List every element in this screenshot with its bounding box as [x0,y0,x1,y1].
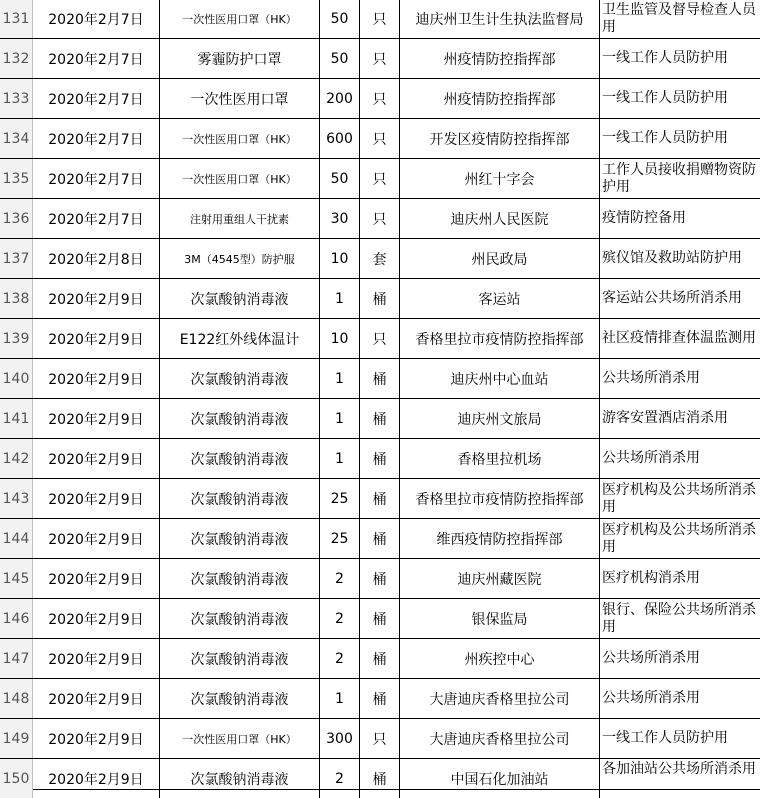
quantity-cell[interactable]: 10 [320,319,360,358]
date-cell[interactable]: 2020年2月9日 [33,519,160,558]
quantity-cell[interactable]: 2 [320,639,360,678]
row-number-cell[interactable]: 150 [0,759,33,798]
organization-cell[interactable]: 香格里拉市疫情防控指挥部 [400,479,600,518]
item-cell[interactable]: 次氯酸钠消毒液 [160,639,320,678]
purpose-cell[interactable]: 一线工作人员防护用 [602,130,728,146]
unit-cell[interactable]: 套 [360,239,400,278]
row-number-cell[interactable]: 135 [0,159,33,198]
date-cell[interactable]: 2020年2月7日 [33,79,160,118]
row-number-cell[interactable]: 147 [0,639,33,678]
table-row [0,679,760,719]
organization-cell[interactable]: 州红十字会 [400,159,600,198]
purpose-cell[interactable]: 一线工作人员防护用 [602,730,728,746]
table-row [0,159,760,199]
date-cell[interactable]: 2020年2月9日 [33,439,160,478]
unit-cell[interactable]: 只 [360,79,400,118]
item-cell[interactable]: 一次性医用口罩（HK） [160,159,320,198]
purpose-cell[interactable]: 卫生监管及督导检查人员用 [602,1,756,35]
date-cell[interactable]: 2020年2月7日 [33,119,160,158]
row-number-cell[interactable]: 137 [0,239,33,278]
purpose-cell[interactable]: 殡仪馆及救助站防护用 [602,250,742,266]
table-row [0,359,760,399]
table-row [0,79,760,119]
unit-cell[interactable]: 桶 [360,399,400,438]
table-row [0,759,760,790]
table-row [0,599,760,639]
unit-cell[interactable]: 只 [360,199,400,238]
purpose-cell[interactable]: 公共场所消杀用 [602,650,700,666]
row-number-cell[interactable]: 148 [0,679,33,718]
item-cell[interactable]: 一次性医用口罩（HK） [160,719,320,758]
purpose-cell[interactable]: 一线工作人员防护用 [602,50,728,66]
item-cell[interactable]: 次氯酸钠消毒液 [160,679,320,718]
purpose-cell[interactable]: 疫情防控备用 [602,210,686,226]
item-cell[interactable]: 次氯酸钠消毒液 [160,479,320,518]
item-cell[interactable]: 次氯酸钠消毒液 [160,599,320,638]
date-cell[interactable]: 2020年2月8日 [33,239,160,278]
unit-cell[interactable]: 桶 [360,679,400,718]
table-row [0,719,760,759]
quantity-cell[interactable]: 1 [320,279,360,318]
row-number-cell[interactable]: 133 [0,79,33,118]
quantity-cell[interactable]: 1 [320,679,360,718]
table-row [0,479,760,519]
purpose-cell[interactable]: 工作人员接收捐赠物资防护用 [602,161,756,195]
date-cell[interactable]: 2020年2月9日 [33,479,160,518]
date-cell[interactable]: 2020年2月9日 [33,639,160,678]
row-number-cell[interactable]: 143 [0,479,33,518]
item-cell[interactable]: 注射用重组人干扰素 [160,199,320,238]
table-row [0,239,760,279]
organization-cell[interactable]: 迪庆州人民医院 [400,199,600,238]
row-number-cell[interactable]: 141 [0,399,33,438]
item-cell[interactable]: 次氯酸钠消毒液 [160,439,320,478]
unit-cell[interactable]: 只 [360,319,400,358]
organization-cell[interactable]: 州民政局 [400,239,600,278]
item-cell[interactable]: 次氯酸钠消毒液 [160,759,320,798]
row-number-cell[interactable]: 142 [0,439,33,478]
unit-cell[interactable]: 只 [360,39,400,78]
date-cell[interactable]: 2020年2月9日 [33,399,160,438]
quantity-cell[interactable]: 50 [320,39,360,78]
unit-cell[interactable]: 桶 [360,359,400,398]
date-cell[interactable]: 2020年2月7日 [33,199,160,238]
unit-cell[interactable]: 桶 [360,279,400,318]
purpose-cell[interactable]: 游客安置酒店消杀用 [602,410,728,426]
item-cell[interactable]: 次氯酸钠消毒液 [160,519,320,558]
item-cell[interactable]: 一次性医用口罩（HK） [160,119,320,158]
table-row [0,559,760,599]
quantity-cell[interactable]: 600 [320,119,360,158]
table-row [0,199,760,239]
organization-cell[interactable]: 大唐迪庆香格里拉公司 [400,679,600,718]
row-number-cell[interactable]: 144 [0,519,33,558]
item-cell[interactable]: 次氯酸钠消毒液 [160,359,320,398]
organization-cell[interactable]: 迪庆州文旅局 [400,399,600,438]
row-number-cell[interactable]: 138 [0,279,33,318]
table-row [0,279,760,319]
organization-cell[interactable]: 维西疫情防控指挥部 [400,519,600,558]
purpose-cell[interactable]: 公共场所消杀用 [602,690,700,706]
item-cell[interactable]: 3M（4545型）防护服 [160,239,320,278]
organization-cell[interactable]: 迪庆州藏医院 [400,559,600,598]
date-cell[interactable]: 2020年2月9日 [33,279,160,318]
unit-cell[interactable]: 只 [360,719,400,758]
purpose-cell[interactable]: 社区疫情排查体温监测用 [602,330,756,346]
purpose-cell[interactable]: 公共场所消杀用 [602,450,700,466]
date-cell[interactable]: 2020年2月9日 [33,759,160,798]
purpose-cell[interactable]: 客运站公共场所消杀用 [602,290,742,306]
item-cell[interactable]: 次氯酸钠消毒液 [160,279,320,318]
table-row [0,519,760,559]
quantity-cell[interactable]: 25 [320,479,360,518]
quantity-cell[interactable]: 50 [320,0,360,38]
table-row [0,639,760,679]
quantity-cell[interactable]: 10 [320,239,360,278]
unit-cell[interactable]: 桶 [360,559,400,598]
row-number-cell[interactable]: 145 [0,559,33,598]
unit-cell[interactable]: 桶 [360,599,400,638]
organization-cell[interactable]: 香格里拉机场 [400,439,600,478]
purpose-cell[interactable]: 各加油站公共场所消杀用 [602,761,756,777]
quantity-cell[interactable]: 50 [320,159,360,198]
organization-cell[interactable]: 州疫情防控指挥部 [400,39,600,78]
date-cell[interactable]: 2020年2月9日 [33,679,160,718]
quantity-cell[interactable]: 2 [320,599,360,638]
quantity-cell[interactable]: 1 [320,439,360,478]
quantity-cell[interactable]: 2 [320,559,360,598]
table-row [0,399,760,439]
item-cell[interactable]: 一次性医用口罩 [160,79,320,118]
purpose-cell[interactable]: 医疗机构及公共场所消杀用 [602,481,756,515]
unit-cell[interactable]: 桶 [360,639,400,678]
unit-cell[interactable]: 桶 [360,759,400,798]
date-cell[interactable]: 2020年2月7日 [33,0,160,38]
quantity-cell[interactable]: 25 [320,519,360,558]
quantity-cell[interactable]: 2 [320,759,360,798]
unit-cell[interactable]: 桶 [360,519,400,558]
date-cell[interactable]: 2020年2月9日 [33,599,160,638]
item-cell[interactable]: 次氯酸钠消毒液 [160,399,320,438]
date-cell[interactable]: 2020年2月9日 [33,319,160,358]
row-number-cell[interactable]: 146 [0,599,33,638]
date-cell[interactable]: 2020年2月9日 [33,559,160,598]
row-number-cell[interactable]: 131 [0,0,33,38]
item-cell[interactable]: 次氯酸钠消毒液 [160,559,320,598]
unit-cell[interactable]: 只 [360,119,400,158]
item-cell[interactable]: E122红外线体温计 [160,319,320,358]
purpose-cell[interactable]: 医疗机构及公共场所消杀用 [602,521,756,555]
organization-cell[interactable]: 中国石化加油站 [400,759,600,798]
item-cell[interactable]: 一次性医用口罩（HK） [160,0,320,38]
row-number-cell[interactable]: 149 [0,719,33,758]
quantity-cell[interactable]: 200 [320,79,360,118]
row-number-cell[interactable]: 139 [0,319,33,358]
row-number-cell[interactable]: 136 [0,199,33,238]
unit-cell[interactable]: 桶 [360,479,400,518]
date-cell[interactable]: 2020年2月7日 [33,39,160,78]
organization-cell[interactable]: 大唐迪庆香格里拉公司 [400,719,600,758]
date-cell[interactable]: 2020年2月9日 [33,359,160,398]
table-row [0,319,760,359]
purpose-cell[interactable]: 公共场所消杀用 [602,370,700,386]
purpose-cell[interactable]: 一线工作人员防护用 [602,90,728,106]
quantity-cell[interactable]: 1 [320,399,360,438]
table-row [0,119,760,159]
organization-cell[interactable]: 迪庆州卫生计生执法监督局 [400,0,600,38]
row-number-cell[interactable]: 140 [0,359,33,398]
date-cell[interactable]: 2020年2月9日 [33,719,160,758]
table-row [0,439,760,479]
quantity-cell[interactable]: 1 [320,359,360,398]
organization-cell[interactable]: 州疾控中心 [400,639,600,678]
table-row [0,39,760,79]
unit-cell[interactable]: 只 [360,159,400,198]
organization-cell[interactable]: 州疫情防控指挥部 [400,79,600,118]
item-cell[interactable]: 雾霾防护口罩 [160,39,320,78]
quantity-cell[interactable]: 30 [320,199,360,238]
unit-cell[interactable]: 桶 [360,439,400,478]
purpose-cell[interactable]: 医疗机构消杀用 [602,570,700,586]
row-number-cell[interactable]: 132 [0,39,33,78]
purpose-cell[interactable]: 银行、保险公共场所消杀用 [602,601,756,635]
quantity-cell[interactable]: 300 [320,719,360,758]
organization-cell[interactable]: 迪庆州中心血站 [400,359,600,398]
organization-cell[interactable]: 客运站 [400,279,600,318]
unit-cell[interactable]: 只 [360,0,400,38]
row-number-cell[interactable]: 134 [0,119,33,158]
organization-cell[interactable]: 香格里拉市疫情防控指挥部 [400,319,600,358]
date-cell[interactable]: 2020年2月7日 [33,159,160,198]
table-row [0,0,760,39]
organization-cell[interactable]: 开发区疫情防控指挥部 [400,119,600,158]
organization-cell[interactable]: 银保监局 [400,599,600,638]
